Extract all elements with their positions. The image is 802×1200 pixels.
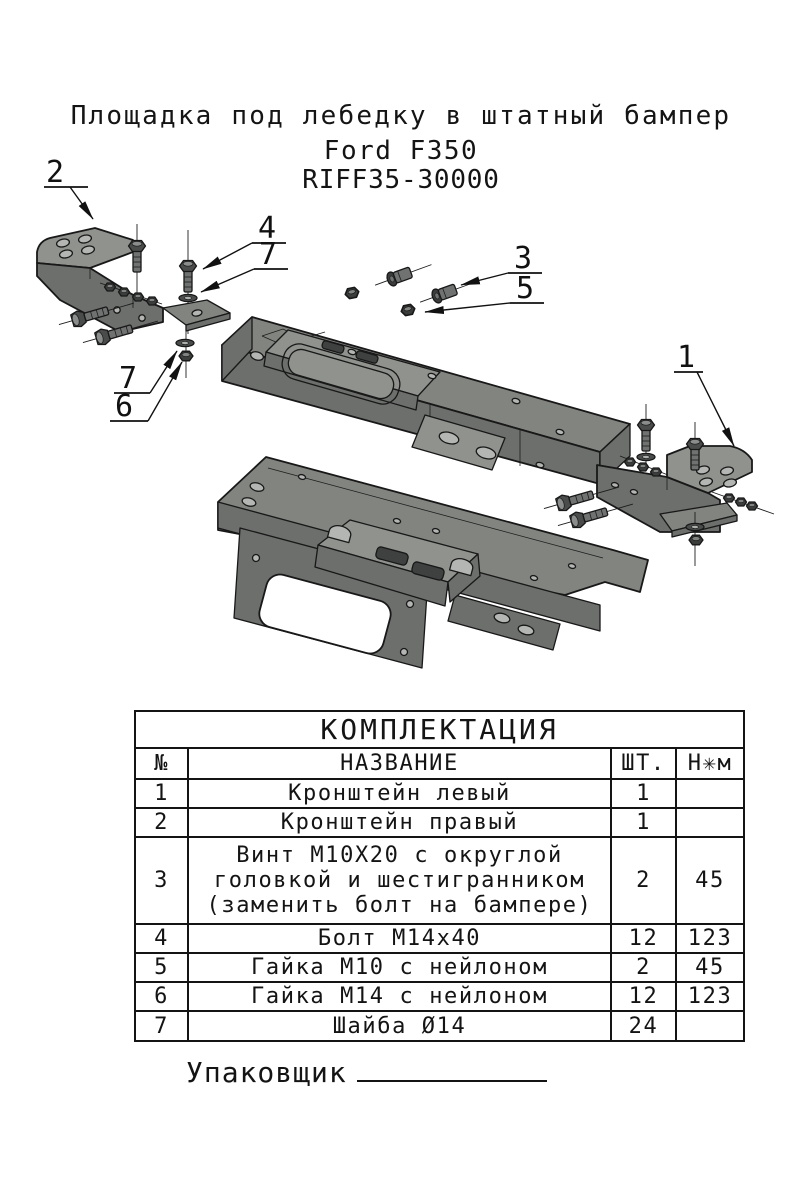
callout-4-leader [203,243,252,269]
row-name-line: Винт М10Х20 с округлой [236,843,563,868]
row-qty: 12 [611,982,676,1011]
col-header-num: № [135,748,188,779]
callout-5-label: 5 [516,271,535,306]
washer-d14 [686,523,704,530]
drawing-subtitle-model: Ford F350 [323,136,479,166]
row-torque [676,808,744,837]
table-row [135,924,744,953]
table-title: КОМПЛЕКТАЦИЯ [135,711,744,748]
table-row [135,953,744,982]
nut-m10 [400,304,416,317]
nut-m14 [747,502,758,510]
nut-m14 [736,498,747,506]
nut-m14 [638,463,649,471]
row-name-line: (заменить болт на бампере) [206,893,593,918]
drawing-part-number: RIFF35-30000 [302,165,500,195]
row-torque: 45 [676,837,744,924]
nut-m14 [179,351,193,361]
nut-m14 [689,535,703,545]
nut-m10 [344,287,360,300]
nut-m14 [105,283,116,291]
screw-m10x20 [418,275,479,309]
washer-d14 [176,339,194,346]
packer-label: Упаковщик [186,1056,347,1089]
callout-2-leader [70,187,93,219]
bumper-platform-part [218,457,648,668]
bolt-m14x40 [129,241,146,273]
col-header-torque: Н✳м [676,748,744,779]
drawing-title: Площадка под лебедку в штатный бампер [70,101,732,131]
table-header-row [135,748,744,779]
callout-5-leader [425,303,510,312]
col-header-qty: ШТ. [611,748,676,779]
nut-m14 [119,288,130,296]
row-qty: 24 [611,1011,676,1041]
row-name-line: головкой и шестигранником [213,868,586,893]
callout-1-label: 1 [677,340,696,375]
row-torque [676,779,744,808]
exploded-view-diagram [0,140,802,700]
row-torque: 123 [676,924,744,953]
row-name: Гайка М14 с нейлоном [188,982,611,1011]
nut-m14 [651,468,662,476]
table-row [135,1011,744,1041]
callout-3-leader [461,273,508,285]
callout-7b-label: 7 [119,361,138,396]
table-row [135,779,744,808]
row-qty: 12 [611,924,676,953]
row-name: Гайка М10 с нейлоном [188,953,611,982]
row-name: Шайба Ø14 [188,1011,611,1041]
row-qty: 2 [611,953,676,982]
row-num: 1 [135,779,188,808]
row-torque: 45 [676,953,744,982]
screw-m10x20 [373,258,434,292]
row-name: Кронштейн левый [188,779,611,808]
callout-2-label: 2 [46,155,65,190]
washer-d14 [179,294,197,301]
callout-7a-leader [201,269,254,292]
row-torque [676,1011,744,1041]
row-num: 4 [135,924,188,953]
row-num: 6 [135,982,188,1011]
table-row [135,837,744,924]
table-row [135,808,744,837]
table-row [135,982,744,1011]
right-bracket-part [37,224,230,378]
signature-line [357,1054,547,1082]
row-qty: 1 [611,779,676,808]
row-qty: 2 [611,837,676,924]
bolt-m14x40 [638,420,655,452]
nut-m14 [724,494,735,502]
crossmember-beam-part [222,317,630,484]
nut-m14 [625,458,636,466]
callout-6-label: 6 [115,389,134,424]
callout-1-leader [697,372,734,446]
row-num: 3 [135,837,188,924]
packer-signature-row [186,1054,547,1089]
row-name [188,837,611,924]
row-torque: 123 [676,982,744,1011]
callout-3-label: 3 [514,241,533,276]
nut-m14 [147,297,158,305]
callout-7a-label: 7 [259,237,278,272]
callout-7b-leader [150,351,177,393]
row-name: Болт М14х40 [188,924,611,953]
nut-m14 [133,293,144,301]
parts-table [134,710,745,1042]
bolt-m14x40 [180,261,197,293]
row-num: 2 [135,808,188,837]
row-num: 5 [135,953,188,982]
loose-fasteners-group [344,258,479,316]
row-name: Кронштейн правый [188,808,611,837]
row-qty: 1 [611,808,676,837]
callout-4-label: 4 [258,211,277,246]
col-header-name: НАЗВАНИЕ [188,748,611,779]
washer-d14 [637,453,655,460]
row-num: 7 [135,1011,188,1041]
